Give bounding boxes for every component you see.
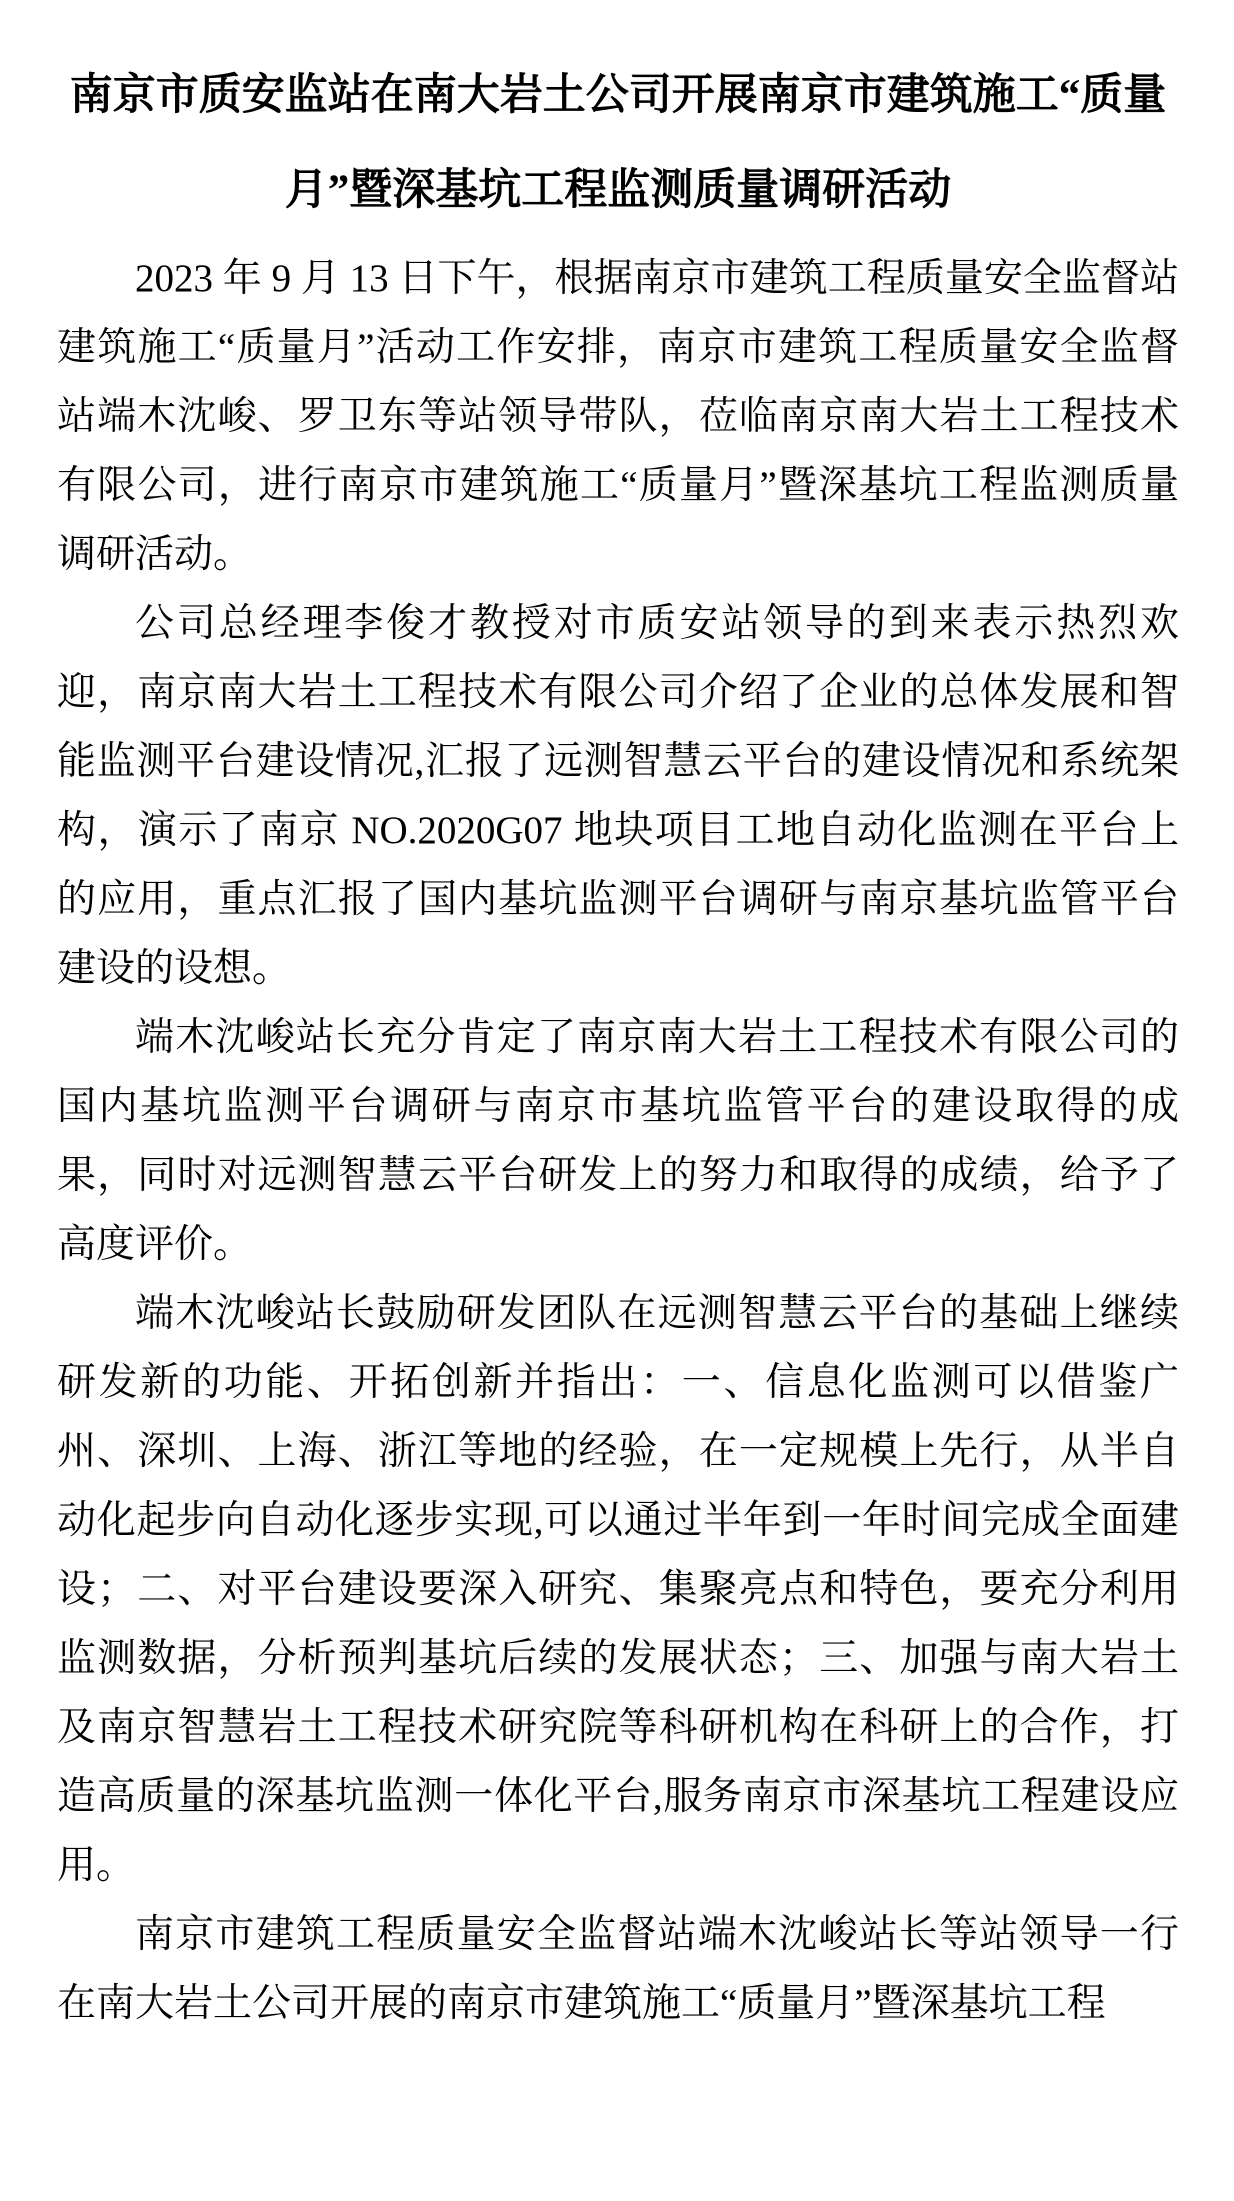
paragraph-encouragement: 端木沈峻站长鼓励研发团队在远测智慧云平台的基础上继续研发新的功能、开拓创新并指出：一、信息化监测可以借鉴广州、深圳、上海、浙江等地的经验，在一定规模上先行，从半自动化起步向自动化逐步实现,可以通过半年到一年时间完成全面建设；二、对平台建设要深入研究、集聚亮点和特色，要充分利用监测数据，分析预判基坑后续的发展状态；三、加强与南大岩土及南京智慧岩土工程技术研究院等科研机构在科研上的合作，打造高质量的深基坑监测一体化平台,服务南京市深基坑工程建设应用。 — [57, 1292, 1179, 1887]
document-body — [57, 244, 1179, 2038]
paragraph-closing: 南京市建筑工程质量安全监督站端木沈峻站长等站领导一行在南大岩土公司开展的南京市建筑施工“质量月”暨深基坑工程 — [57, 1913, 1179, 2025]
document-title: 南京市质安监站在南大岩土公司开展南京市建筑施工“质量月”暨深基坑工程监测质量调研活动 — [69, 72, 1167, 214]
paragraph-affirmation: 端木沈峻站长充分肯定了南京南大岩土工程技术有限公司的国内基坑监测平台调研与南京市基坑监管平台的建设取得的成果，同时对远测智慧云平台研发上的努力和取得的成绩，给予了高度评价。 — [57, 1016, 1179, 1266]
paragraph-intro: 2023 年 9 月 13 日下午，根据南京市建筑工程质量安全监督站建筑施工“质量月”活动工作安排，南京市建筑工程质量安全监督站端木沈峻、罗卫东等站领导带队，莅临南京南大岩土工程技术有限公司，进行南京市建筑施工“质量月”暨深基坑工程监测质量调研活动。 — [57, 257, 1179, 576]
paragraph-company-welcome: 公司总经理李俊才教授对市质安站领导的到来表示热烈欢迎，南京南大岩土工程技术有限公司介绍了企业的总体发展和智能监测平台建设情况,汇报了远测智慧云平台的建设情况和系统架构，演示了南京 NO.2020G07 地块项目工地自动化监测在平台上的应用，重点汇报了国内基坑监测平台调研与南京基坑监管平台建设的设想。 — [57, 602, 1179, 990]
